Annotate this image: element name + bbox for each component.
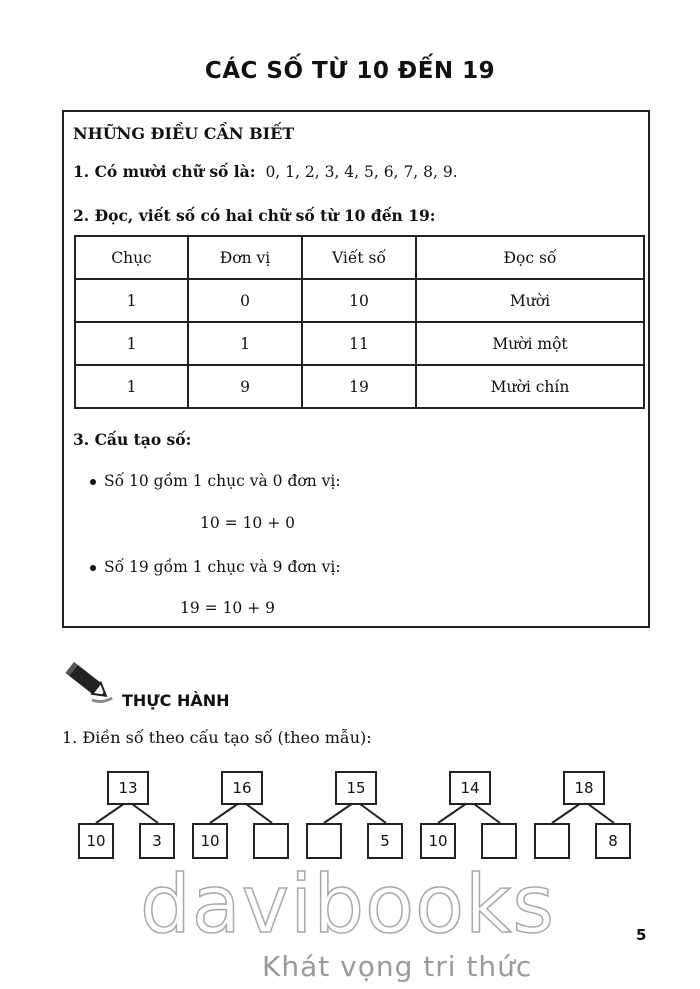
- section-1: [73, 162, 458, 181]
- bullet-text: Số 19 gồm 1 chục và 9 đơn vị:: [104, 558, 341, 576]
- pencil-icon: [62, 660, 114, 706]
- bullet-dot-icon: [90, 479, 96, 485]
- tree-top-box: 13: [107, 771, 149, 805]
- watermark-logo: davibooks: [140, 858, 556, 951]
- table-header: Đọc số: [416, 236, 644, 279]
- number-table: [74, 235, 645, 409]
- table-cell: 0: [188, 279, 302, 322]
- bullet-dot-icon: [90, 565, 96, 571]
- tree-left-box: 10: [192, 823, 228, 859]
- table-cell: Mười một: [416, 322, 644, 365]
- table-header-row: [75, 236, 644, 279]
- table-row: [75, 322, 644, 365]
- table-cell: 1: [188, 322, 302, 365]
- watermark-tagline: Khát vọng tri thức: [262, 950, 533, 983]
- page-title: CÁC SỐ TỪ 10 ĐẾN 19: [204, 58, 496, 84]
- table-cell: 1: [75, 365, 188, 408]
- section-3-label: 3. Cấu tạo số:: [73, 430, 192, 449]
- table-row: [75, 279, 644, 322]
- tree-left-box[interactable]: [306, 823, 342, 859]
- table-header: Viết số: [302, 236, 416, 279]
- equation: 19 = 10 + 9: [180, 599, 275, 617]
- tree-right-box: 3: [139, 823, 175, 859]
- table-cell: Mười: [416, 279, 644, 322]
- tree-right-box: 5: [367, 823, 403, 859]
- tree-left-box: 10: [420, 823, 456, 859]
- equation: 10 = 10 + 0: [200, 514, 295, 532]
- tree-top-box: 16: [221, 771, 263, 805]
- digits-list: 0, 1, 2, 3, 4, 5, 6, 7, 8, 9.: [265, 163, 458, 181]
- table-cell: 10: [302, 279, 416, 322]
- tree-top-box: 15: [335, 771, 377, 805]
- table-header: Đơn vị: [188, 236, 302, 279]
- knowledge-heading: NHỮNG ĐIỀU CẦN BIẾT: [73, 124, 295, 143]
- bullet-item: [90, 472, 341, 490]
- number-tree: [306, 771, 436, 863]
- number-tree: [420, 771, 550, 863]
- table-cell: 1: [75, 279, 188, 322]
- tree-left-box: 10: [78, 823, 114, 859]
- table-header: Chục: [75, 236, 188, 279]
- table-cell: 1: [75, 322, 188, 365]
- tree-top-box: 18: [563, 771, 605, 805]
- table-cell: 19: [302, 365, 416, 408]
- section-2-label: 2. Đọc, viết số có hai chữ số từ 10 đến 19:: [73, 206, 436, 225]
- table-row: [75, 365, 644, 408]
- section-1-label: 1. Có mười chữ số là:: [73, 162, 256, 181]
- number-tree: [534, 771, 664, 863]
- tree-right-box[interactable]: [481, 823, 517, 859]
- tree-top-box: 14: [449, 771, 491, 805]
- exercise-1-text: 1. Điền số theo cấu tạo số (theo mẫu):: [62, 728, 372, 747]
- table-cell: 9: [188, 365, 302, 408]
- knowledge-box: [62, 110, 650, 628]
- tree-right-box: 8: [595, 823, 631, 859]
- bullet-item: [90, 558, 341, 576]
- practice-heading: THỰC HÀNH: [122, 691, 230, 710]
- tree-right-box[interactable]: [253, 823, 289, 859]
- number-tree: [192, 771, 322, 863]
- table-cell: Mười chín: [416, 365, 644, 408]
- tree-left-box[interactable]: [534, 823, 570, 859]
- number-tree: [78, 771, 208, 863]
- exercise-1: [62, 728, 372, 747]
- bullet-text: Số 10 gồm 1 chục và 0 đơn vị:: [104, 472, 341, 490]
- table-cell: 11: [302, 322, 416, 365]
- page-number: 5: [636, 926, 647, 944]
